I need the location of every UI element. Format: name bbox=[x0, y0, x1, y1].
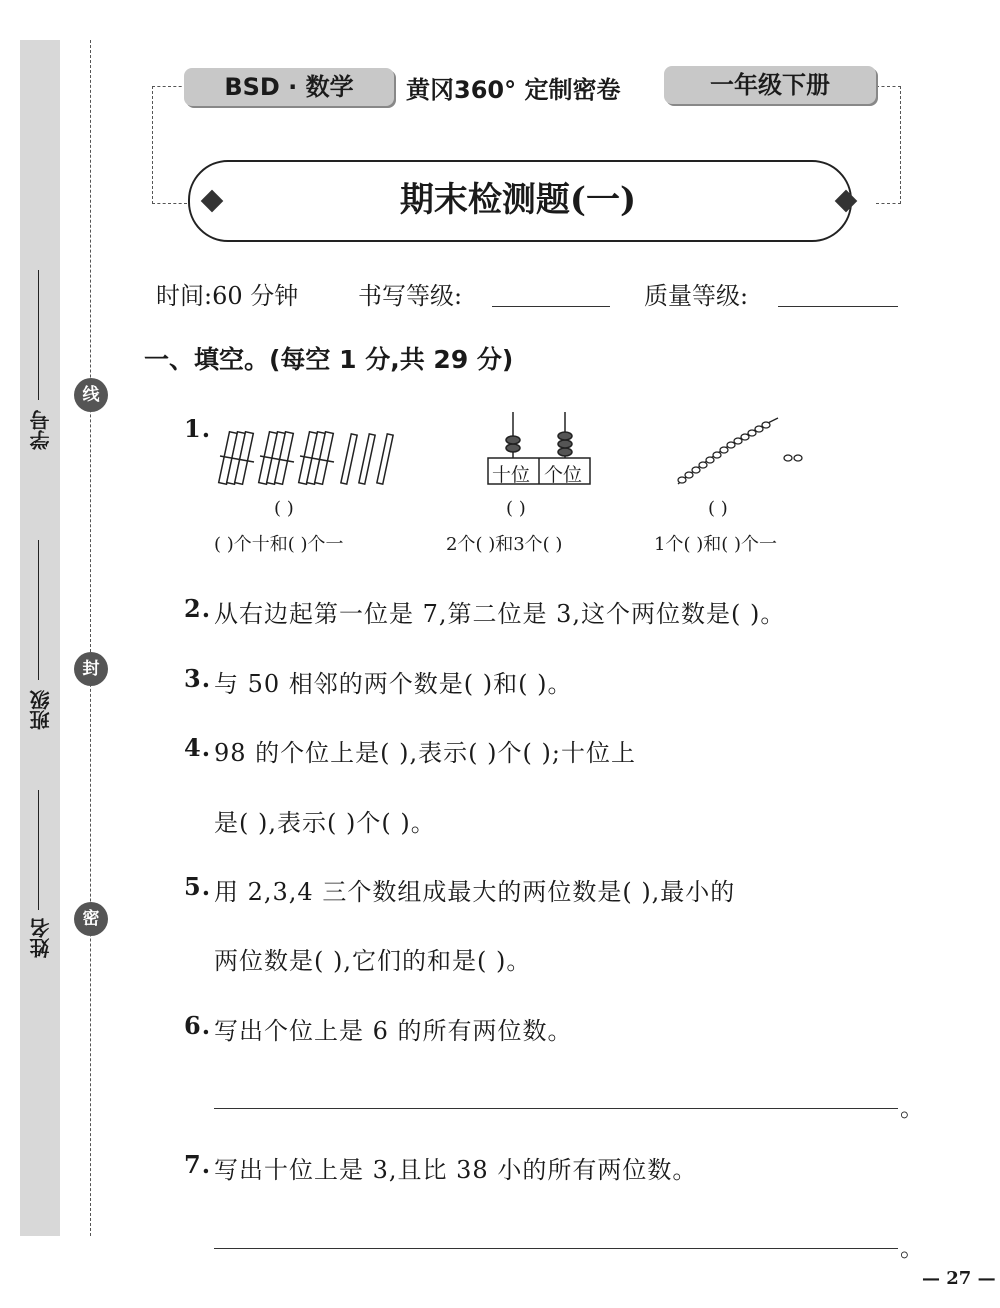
q1-number: 1. bbox=[184, 414, 212, 443]
sticks-bundles-image bbox=[214, 426, 414, 492]
name-label: 姓名 bbox=[29, 918, 53, 958]
q1-fill-sticks[interactable]: ( )个十和( )个一 bbox=[214, 534, 344, 555]
q5-line2: 两位数是( ),它们的和是( )。 bbox=[214, 947, 532, 975]
class-field[interactable] bbox=[38, 540, 39, 680]
q6-answer-line[interactable] bbox=[214, 1108, 898, 1109]
header-bracket-right bbox=[876, 86, 901, 204]
series-title: 黄冈360° 定制密卷 bbox=[406, 76, 621, 104]
q6-number: 6. bbox=[184, 1011, 212, 1040]
q2-text: 从右边起第一位是 7,第二位是 3,这个两位数是( )。 bbox=[214, 600, 786, 628]
seal-secret-mark: 密 bbox=[74, 902, 108, 936]
q2-number: 2. bbox=[184, 594, 212, 623]
section-heading: 一、填空。(每空 1 分,共 29 分) bbox=[144, 345, 514, 374]
q5-number: 5. bbox=[184, 872, 212, 901]
writing-grade-label: 书写等级: bbox=[358, 282, 463, 310]
exam-title: 期末检测题(一) bbox=[399, 180, 637, 220]
q7-answer-line[interactable] bbox=[214, 1248, 898, 1249]
quality-grade-field[interactable] bbox=[778, 306, 898, 307]
abacus-tens-label: 十位 bbox=[492, 464, 531, 486]
q7-period: 。 bbox=[900, 1234, 925, 1262]
bundle-1 bbox=[219, 432, 254, 485]
q1-blank-c[interactable]: ( ) bbox=[708, 498, 728, 519]
student-id-field[interactable] bbox=[38, 270, 39, 400]
abacus-ones-label: 个位 bbox=[544, 464, 583, 486]
page-number: — 27 — bbox=[922, 1268, 996, 1289]
q1-blank-b[interactable]: ( ) bbox=[506, 498, 526, 519]
q4-number: 4. bbox=[184, 733, 212, 762]
beads-string-image bbox=[674, 414, 810, 490]
bundle-3 bbox=[299, 432, 334, 485]
cut-line bbox=[90, 40, 91, 1236]
q6-period: 。 bbox=[900, 1094, 925, 1122]
writing-grade-field[interactable] bbox=[492, 306, 610, 307]
quality-grade-label: 质量等级: bbox=[644, 282, 749, 310]
grade-badge: 一年级下册 bbox=[664, 66, 876, 104]
header-bracket-left bbox=[152, 86, 187, 204]
subject-badge: BSD · 数学 bbox=[184, 68, 394, 106]
bundle-2 bbox=[259, 432, 294, 485]
q7-number: 7. bbox=[184, 1150, 212, 1179]
q7-text: 写出十位上是 3,且比 38 小的所有两位数。 bbox=[214, 1156, 698, 1184]
binding-strip bbox=[20, 40, 60, 1236]
q4-line1: 98 的个位上是( ),表示( )个( );十位上 bbox=[214, 739, 636, 767]
student-id-label: 学号 bbox=[29, 410, 53, 450]
q4-line2: 是( ),表示( )个( )。 bbox=[214, 809, 436, 837]
q1-fill-abacus[interactable]: 2个( )和3个( ) bbox=[446, 534, 563, 555]
name-field[interactable] bbox=[38, 790, 39, 910]
q3-text: 与 50 相邻的两个数是( )和( )。 bbox=[214, 670, 573, 698]
q5-line1: 用 2,3,4 三个数组成最大的两位数是( ),最小的 bbox=[214, 878, 736, 906]
seal-seal-mark: 封 bbox=[74, 652, 108, 686]
class-label: 班级 bbox=[29, 690, 53, 730]
seal-line-mark: 线 bbox=[74, 378, 108, 412]
q3-number: 3. bbox=[184, 664, 212, 693]
q6-text: 写出个位上是 6 的所有两位数。 bbox=[214, 1017, 573, 1045]
time-limit: 时间:60 分钟 bbox=[156, 282, 299, 310]
q1-fill-beads[interactable]: 1个( )和( )个一 bbox=[654, 534, 777, 555]
q1-blank-a[interactable]: ( ) bbox=[274, 498, 294, 519]
